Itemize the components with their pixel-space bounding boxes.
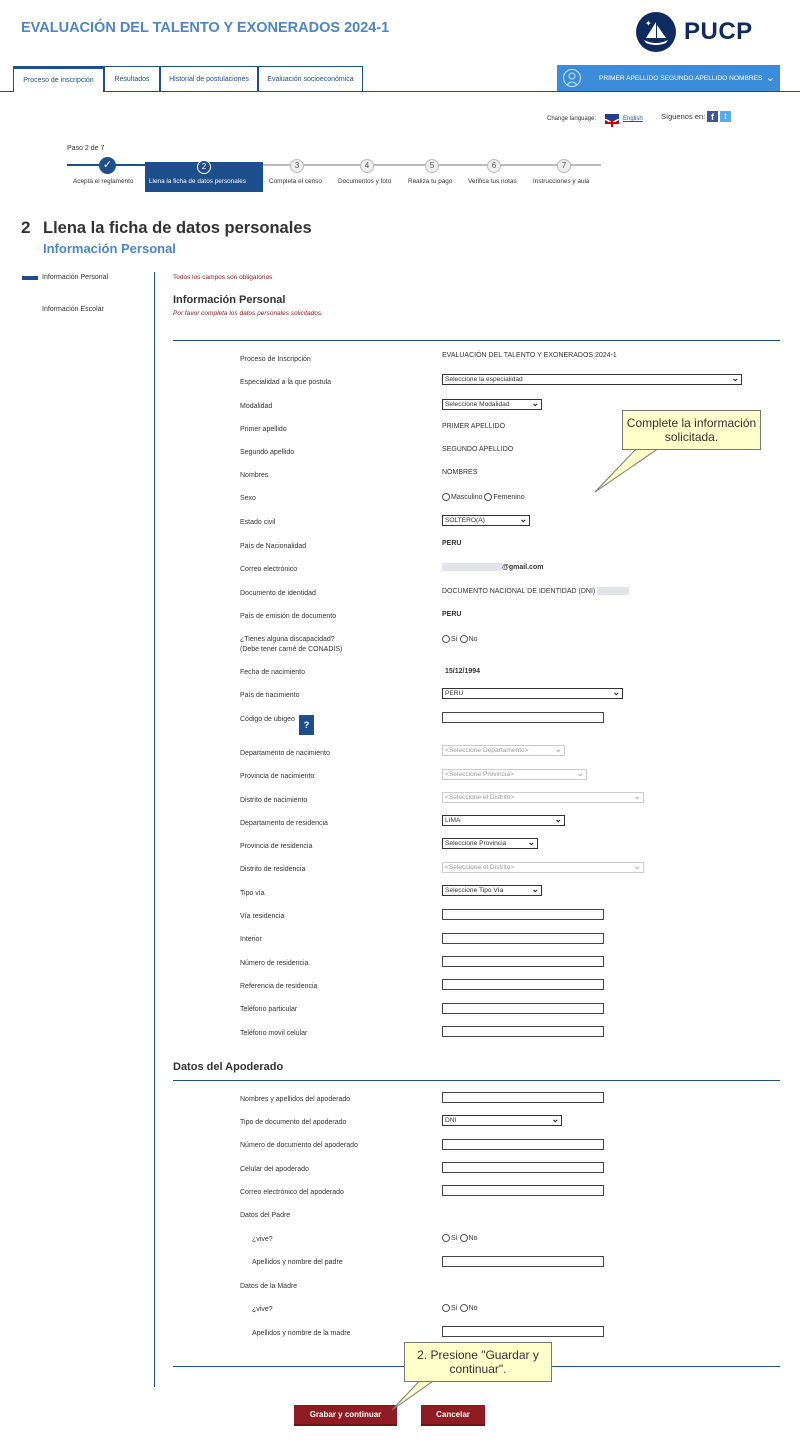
label-apoderado-tipo-doc: Tipo de documento del apoderado (240, 1119, 347, 1126)
chevron-down-icon: ⌄ (731, 373, 739, 383)
dep-residencia-value: LIMA (445, 817, 461, 824)
label-referencia: Referencia de residencia (240, 983, 318, 990)
label-correo: Correo electrónico (240, 566, 298, 573)
chevron-down-icon: ⌄ (527, 837, 535, 847)
ubigeo-input[interactable] (442, 712, 604, 723)
numero-residencia-input[interactable] (442, 956, 604, 967)
redacted-mask (442, 563, 502, 571)
follow-label: Síguenos en: (661, 112, 706, 121)
label-ap2: Segundo apellido (240, 449, 295, 456)
chevron-down-icon: ⌄ (519, 514, 527, 524)
padre-vive-si-label: Sí (451, 1234, 458, 1242)
modalidad-select[interactable] (442, 399, 542, 410)
chevron-down-icon: ⌄ (551, 1114, 559, 1124)
save-button[interactable]: Grabar y continuar (294, 1405, 397, 1426)
label-discapacidad-note: (Debe tener carné de CONADIS) (240, 646, 343, 653)
apoderado-tipo-doc-select[interactable] (442, 1115, 562, 1126)
dist-nacimiento-value: <Seleccione el Distrito> (445, 794, 515, 801)
page-subtitle: Información Personal (43, 241, 176, 256)
value-correo-text: @gmail.com (502, 563, 544, 571)
padre-vive-no-radio[interactable] (460, 1234, 468, 1242)
chevron-down-icon: ⌄ (633, 791, 641, 801)
step-5-label: Realiza tu pago (408, 178, 453, 185)
english-link[interactable]: English (623, 116, 643, 122)
callout-save: 2. Presione "Guardar y continuar". (404, 1342, 552, 1382)
via-residencia-input[interactable] (442, 909, 604, 920)
label-prov-res: Provincia de residencia (240, 843, 313, 850)
label-dist-res: Distrito de residencia (240, 866, 306, 873)
dep-residencia-select[interactable] (442, 815, 565, 826)
label-datos-padre: Datos del Padre (240, 1212, 291, 1219)
step-5-dot: 5 (425, 159, 439, 173)
change-language-label: Change language: (547, 116, 597, 122)
svg-text:✦: ✦ (645, 19, 652, 28)
section-divider (173, 340, 780, 341)
modalidad-value: Seleccione Modalidad (445, 401, 510, 408)
estado-civil-select[interactable] (442, 515, 530, 526)
prov-nacimiento-select[interactable] (442, 769, 587, 780)
label-discapacidad: ¿Tienes alguna discapacidad? (240, 636, 335, 643)
chevron-down-icon[interactable]: ⌄ (765, 72, 775, 84)
pais-nacimiento-value: PERU (445, 690, 464, 697)
padre-vive-radio-group (442, 1234, 478, 1242)
apoderado-num-doc-input[interactable] (442, 1139, 604, 1150)
dist-nacimiento-select[interactable] (442, 792, 644, 803)
chevron-down-icon: ⌄ (531, 884, 539, 894)
discapacidad-no-radio[interactable] (460, 635, 468, 643)
discapacidad-radio-group (442, 635, 478, 643)
sidebar-active-arrow-icon (22, 276, 38, 280)
value-documento-text: DOCUMENTO NACIONAL DE IDENTIDAD (DNI) (442, 587, 596, 595)
check-icon: ✓ (99, 157, 116, 174)
label-datos-madre: Datos de la Madre (240, 1283, 298, 1290)
apoderado-correo-input[interactable] (442, 1185, 604, 1196)
nav-divider (0, 91, 800, 92)
madre-nombre-input[interactable] (442, 1326, 604, 1337)
user-menu[interactable] (557, 65, 780, 91)
dep-nacimiento-value: <Seleccione Departamento> (445, 747, 529, 754)
label-sexo: Sexo (240, 495, 256, 502)
step-7-label: Instrucciones y aula (533, 178, 590, 185)
section-title-apoderado: Datos del Apoderado (173, 1061, 284, 1073)
madre-vive-si-radio[interactable] (442, 1304, 450, 1312)
label-dep-nac: Departamento de nacimiento (240, 750, 330, 757)
step-4-label: Documentos y foto (338, 178, 392, 185)
page-title: Llena la ficha de datos personales (43, 219, 312, 237)
cancel-button[interactable]: Cancelar (421, 1405, 485, 1426)
value-nombres: NOMBRES (442, 469, 478, 476)
step-6-dot: 6 (487, 159, 501, 173)
pucp-logo-icon[interactable] (636, 12, 676, 52)
label-proceso: Proceso de Inscripción (240, 356, 311, 363)
sexo-masculino-radio[interactable] (442, 493, 450, 501)
pucp-logo[interactable]: PUCP (684, 18, 753, 45)
label-apoderado-correo: Correo electrónico del apoderado (240, 1189, 344, 1196)
label-prov-nac: Provincia de nacimiento (240, 773, 315, 780)
sidebar-item-informacion-escolar[interactable]: Información Escolar (42, 306, 104, 313)
chevron-down-icon: ⌄ (576, 768, 584, 778)
movil-input[interactable] (442, 1026, 604, 1037)
value-documento (442, 587, 629, 595)
prov-nacimiento-value: <Seleccione Provincia> (445, 771, 514, 778)
avatar-icon (563, 69, 581, 87)
label-interior: Interior (240, 936, 262, 943)
discapacidad-si-radio[interactable] (442, 635, 450, 643)
help-icon[interactable]: ? (299, 715, 314, 735)
sexo-radio-group (442, 493, 525, 501)
step-1-label[interactable]: Acepta el reglamento (73, 178, 134, 185)
tab-resultados[interactable]: Resultados (104, 66, 160, 92)
step-3-dot: 3 (290, 159, 304, 173)
label-numero: Número de residencia (240, 960, 309, 967)
apoderado-nombres-input[interactable] (442, 1092, 604, 1103)
label-movil: Teléfono movil celular (240, 1030, 308, 1037)
user-name: PRIMER APELLIDO SEGUNDO APELLIDO NOMBRES (599, 74, 763, 82)
step-7-dot: 7 (557, 159, 571, 173)
dist-residencia-select[interactable] (442, 862, 644, 873)
label-pais-nac: País de nacimiento (240, 692, 300, 699)
discapacidad-no-label: No (468, 635, 478, 643)
label-estado: Estado civil (240, 519, 276, 526)
padre-vive-no-label: No (468, 1234, 478, 1242)
section-divider (173, 1080, 780, 1081)
madre-vive-no-radio[interactable] (460, 1304, 468, 1312)
callout-complete: Complete la información solicitada. (622, 410, 761, 450)
step-6-label: Verifica tus notas (468, 178, 517, 185)
estado-civil-value: SOLTERO(A) (445, 517, 485, 524)
label-dist-nac: Distrito de nacimiento (240, 797, 308, 804)
dist-residencia-value: <Seleccione el Distrito> (445, 864, 515, 871)
padre-vive-si-radio[interactable] (442, 1234, 450, 1242)
apoderado-tipo-doc-value: DNI (445, 1117, 457, 1124)
tab-historial[interactable]: Historial de postulaciones (160, 66, 258, 92)
label-via: Vía residencia (240, 913, 285, 920)
value-proceso: EVALUACIÓN DEL TALENTO Y EXONERADOS 2024-1 (442, 352, 617, 359)
step-2-dot: 2 (197, 160, 211, 174)
redacted-mask (597, 587, 629, 595)
prov-residencia-select[interactable] (442, 838, 538, 849)
label-nombres: Nombres (240, 472, 269, 479)
madre-vive-radio-group (442, 1304, 478, 1312)
section-note: Por favor completa los datos personales solicitados. (173, 310, 323, 317)
discapacidad-si-label: Sí (451, 635, 458, 643)
section-title-personal: Información Personal (173, 294, 286, 306)
pais-nacimiento-select[interactable] (442, 688, 623, 699)
app-title: EVALUACIÓN DEL TALENTO Y EXONERADOS 2024-1 (21, 20, 390, 36)
label-madre-vive: ¿vive? (252, 1306, 273, 1313)
chevron-down-icon: ⌄ (531, 398, 539, 408)
label-dep-res: Departamento de residencia (240, 820, 328, 827)
tab-proceso[interactable]: Proceso de inscripción (13, 66, 104, 92)
label-padre-vive: ¿vive? (252, 1236, 273, 1243)
value-nacionalidad: PERU (442, 540, 462, 547)
tab-evaluacion[interactable]: Evaluación socioeconómica (258, 66, 363, 92)
label-apoderado-celular: Celular del apoderado (240, 1166, 309, 1173)
value-pais-doc: PERU (442, 611, 462, 618)
sexo-femenino-label: Femenino (493, 493, 525, 501)
label-ubigeo: Código de ubigeo (240, 716, 295, 723)
value-fecha: 15/12/1994 (445, 668, 481, 675)
value-ap1: PRIMER APELLIDO (442, 423, 506, 430)
required-note: Todos los campos son obligatorios (173, 274, 273, 281)
chevron-down-icon: ⌄ (612, 687, 620, 697)
step-3-label: Completa el censo (269, 178, 322, 185)
sidebar-divider (154, 272, 155, 1387)
label-nacionalidad: País de Nacionalidad (240, 543, 307, 550)
page-number: 2 (21, 218, 31, 237)
step-4-dot: 4 (360, 159, 374, 173)
label-especialidad: Especialidad a la que postula (240, 379, 332, 386)
madre-vive-si-label: Sí (451, 1304, 458, 1312)
sidebar-item-informacion-personal[interactable]: Información Personal (42, 274, 109, 281)
twitter-icon[interactable]: t (720, 111, 731, 122)
step-progress: Paso 2 de 7 (67, 145, 105, 152)
label-ap1: Primer apellido (240, 426, 287, 433)
label-padre-nombre: Apellidos y nombre del padre (252, 1259, 343, 1266)
label-tipo-via: Tipo vía (240, 890, 265, 897)
telefono-input[interactable] (442, 1003, 604, 1014)
padre-nombre-input[interactable] (442, 1256, 604, 1267)
value-correo (442, 563, 543, 571)
label-telefono: Teléfono particular (240, 1006, 298, 1013)
chevron-down-icon: ⌄ (554, 814, 562, 824)
madre-vive-no-label: No (468, 1304, 478, 1312)
prov-residencia-value: Seleccione Provincia (445, 840, 507, 847)
chevron-down-icon: ⌄ (554, 744, 562, 754)
tipo-via-value: Seleccione Tipo Vía (445, 887, 504, 894)
label-documento: Documento de identidad (240, 590, 316, 597)
especialidad-select[interactable] (442, 374, 742, 385)
label-fecha: Fecha de nacimiento (240, 669, 305, 676)
dep-nacimiento-select[interactable] (442, 745, 565, 756)
apoderado-celular-input[interactable] (442, 1162, 604, 1173)
chevron-down-icon: ⌄ (633, 861, 641, 871)
label-modalidad: Modalidad (240, 403, 273, 410)
value-ap2: SEGUNDO APELLIDO (442, 446, 514, 453)
tipo-via-select[interactable] (442, 885, 542, 896)
especialidad-value: Seleccione la especialidad (445, 376, 523, 383)
referencia-input[interactable] (442, 979, 604, 990)
uk-flag-icon (605, 114, 619, 122)
step-2-label[interactable]: Llena la ficha de datos personales (149, 178, 246, 185)
interior-input[interactable] (442, 933, 604, 944)
label-madre-nombre: Apellidos y nombre de la madre (252, 1330, 351, 1337)
sexo-femenino-radio[interactable] (484, 493, 492, 501)
facebook-icon[interactable]: f (707, 111, 718, 122)
label-apoderado-nombres: Nombres y apellidos del apoderado (240, 1096, 351, 1103)
label-pais-doc: País de emisión de documento (240, 613, 337, 620)
sexo-masculino-label: Masculino (451, 493, 483, 501)
label-apoderado-num-doc: Número de documento del apoderado (240, 1142, 358, 1149)
